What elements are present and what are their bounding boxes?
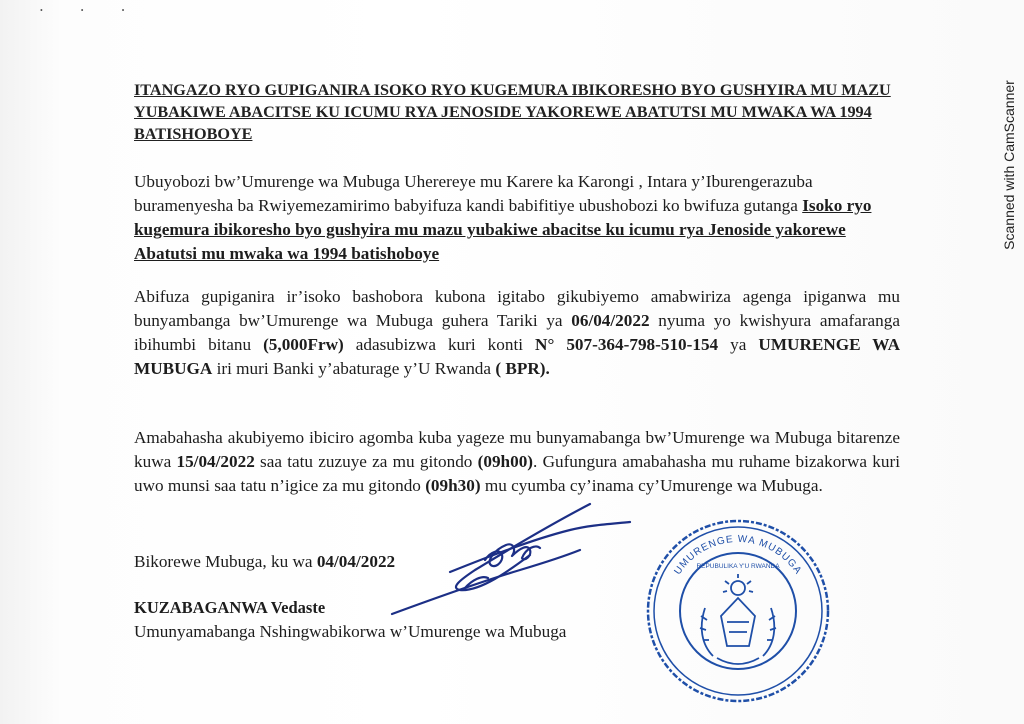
p2-text-5: iri muri Banki y’abaturage y’U Rwanda (212, 359, 496, 378)
document-date: 04/04/2022 (316, 552, 396, 571)
p3-text-3: . Gufungura amabahasha mu ruhame bizakorwa kuri uwo munsi saa tatu n’igice za mu gitondo (134, 452, 900, 495)
dateline (134, 552, 395, 572)
deadline-time: (09h00) (477, 452, 534, 471)
opening-time: (09h30) (425, 476, 481, 495)
p2-text-4: ya (718, 335, 759, 354)
p2-text-1: Abifuza gupiganira ir’isoko bashobora kubona igitabo gikubiyemo amabwiriza agenga ipiganwa mu bunyambanga bw’Umurenge wa Mubuga guhera Tariki ya (134, 287, 900, 330)
paragraph-intro (134, 170, 900, 266)
p2-text-3: adasubizwa kuri konti (343, 335, 536, 354)
scan-specks: • • • (40, 6, 143, 15)
stamp-outer-text: UMURENGE WA MUBUGA (672, 533, 804, 577)
deadline-date: 15/04/2022 (176, 452, 255, 471)
signer-name: KUZABAGANWA Vedaste (134, 598, 326, 617)
paragraph-bidding-docs (134, 285, 900, 381)
handwritten-signature (390, 500, 650, 620)
dateline-text: Bikorewe Mubuga, ku wa (134, 552, 317, 571)
paragraph-submission (134, 426, 900, 498)
signer-title: Umunyamabanga Nshingwabikorwa w’Umurenge wa Mubuga (134, 622, 567, 641)
account-holder: UMURENGE WA MUBUGA (134, 335, 900, 378)
camscanner-watermark (1000, 70, 1018, 260)
p3-text-1: Amabahasha akubiyemo ibiciro agomba kuba yageze mu bunyamabanga bw’Umurenge wa Mubuga bitarenze kuwa (134, 428, 900, 471)
tender-subject: Isoko ryo kugemura ibikoresho byo gushyira mu mazu yubakiwe abacitse ku icumu rya Jenoside yakorewe Abatutsi mu mwaka wa 1994 batishoboye (134, 196, 872, 263)
start-date: 06/04/2022 (571, 311, 650, 330)
stamp-inner-text: REPUBULIKA Y'U RWANDA (696, 563, 780, 570)
announcement-title: ITANGAZO RYO GUPIGANIRA ISOKO RYO KUGEMURA IBIKORESHO BYO GUSHYIRA MU MAZU YUBAKIWE ABACITSE KU ICUMU RYA JENOSIDE YAKOREWE ABATUTSI MU MWAKA WA 1994 BATISHOBOYE (134, 81, 891, 143)
official-stamp (643, 516, 833, 706)
bank-name: ( BPR). (495, 359, 550, 378)
p3-text-4: mu cyumba cy’inama cy’Umurenge wa Mubuga. (480, 476, 823, 495)
fee-amount: (5,000Frw) (263, 335, 344, 354)
p3-text-2: saa tatu zuzuye za mu gitondo (254, 452, 478, 471)
p2-text-2: nyuma yo kwishyura amafaranga ibihumbi bitanu (134, 311, 901, 354)
intro-text: Ubuyobozi bw’Umurenge wa Mubuga Uherereye mu Karere ka Karongi , Intara y’Iburengerazuba buramenyesha ba Rwiyemezamirimo babyifuza kandi babifitiye ubushobozi ko bwifuza gutanga (134, 172, 813, 215)
account-number: N° 507-364-798-510-154 (535, 335, 719, 354)
watermark-text: Scanned with CamScanner (1001, 80, 1017, 250)
